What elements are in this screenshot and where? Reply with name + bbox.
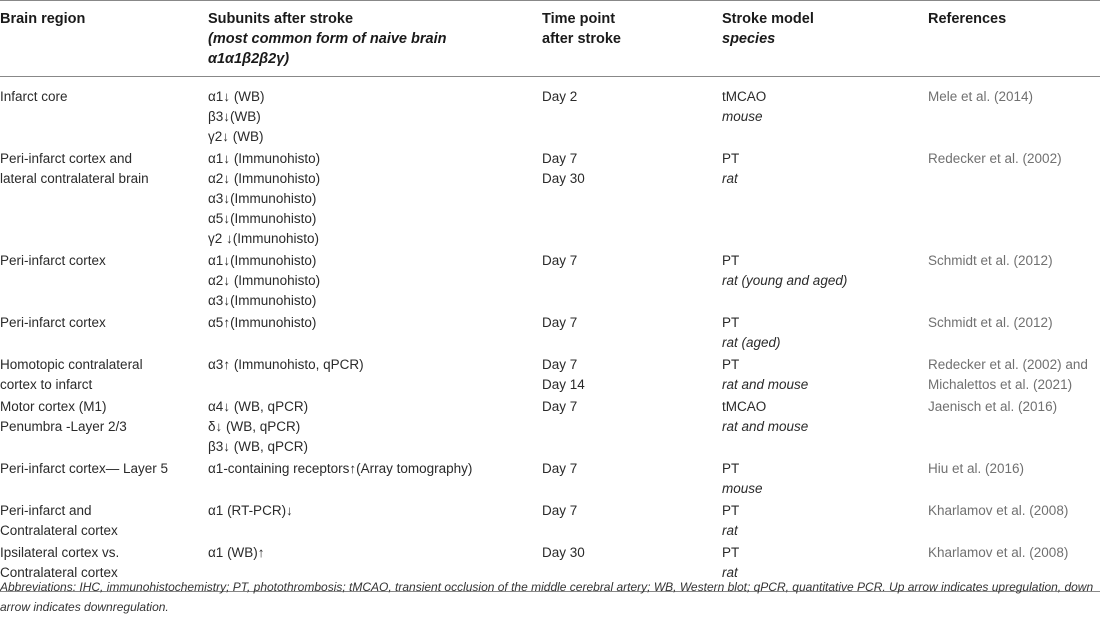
cell-subunits-text: α5↑(Immunohisto) — [208, 315, 317, 330]
cell-time-point-text: Day 2 — [542, 89, 578, 104]
cell-references-text: Schmidt et al. (2012) — [928, 315, 1053, 330]
cell-brain-region — [0, 149, 208, 251]
cell-stroke-model — [722, 77, 928, 150]
table-body — [0, 77, 1100, 592]
cell-references — [928, 149, 1100, 251]
cell-brain-region-text: Peri-infarct cortex — [0, 253, 106, 268]
cell-brain-region-text: Motor cortex (M1) — [0, 399, 107, 414]
cell-subunits — [208, 251, 542, 313]
cell-time-point — [542, 459, 722, 501]
cell-references-text: Mele et al. (2014) — [928, 89, 1034, 104]
cell-brain-region-text: Peri-infarct cortex and — [0, 151, 133, 166]
stroke-model-text: PT — [722, 315, 740, 330]
cell-brain-region — [0, 459, 208, 501]
cell-time-point — [542, 149, 722, 251]
cell-brain-region-text: Contralateral cortex — [0, 565, 118, 580]
cell-subunits-text: α2↓ (Immunohisto) — [208, 273, 321, 288]
header-time-point-line-1: Time point — [542, 11, 616, 27]
stroke-model-text: PT — [722, 503, 740, 518]
cell-references — [928, 459, 1100, 501]
header-time-point-line-2: after stroke — [542, 31, 621, 47]
stroke-model-text: PT — [722, 461, 740, 476]
stroke-model-text: tMCAO — [722, 89, 767, 104]
table-row — [0, 251, 1100, 313]
table-row — [0, 77, 1100, 150]
cell-references-text: Kharlamov et al. (2008) — [928, 545, 1069, 560]
cell-time-point-text: Day 7 — [542, 503, 578, 518]
cell-subunits-text: δ↓ (WB, qPCR) — [208, 419, 301, 434]
cell-references — [928, 501, 1100, 543]
cell-time-point-text: Day 7 — [542, 357, 578, 372]
cell-references — [928, 397, 1100, 459]
cell-brain-region — [0, 251, 208, 313]
cell-time-point — [542, 501, 722, 543]
cell-references-text: Hiu et al. (2016) — [928, 461, 1025, 476]
header-species-label: species — [722, 31, 776, 47]
cell-subunits-text: β3↓ (WB, qPCR) — [208, 439, 309, 454]
cell-time-point — [542, 397, 722, 459]
cell-time-point-text: Day 30 — [542, 545, 585, 560]
header-brain-region-label: Brain region — [0, 11, 86, 27]
species-text: mouse — [722, 109, 763, 124]
cell-time-point — [542, 313, 722, 355]
cell-subunits — [208, 77, 542, 150]
cell-time-point — [542, 251, 722, 313]
cell-stroke-model — [722, 149, 928, 251]
cell-brain-region-text: Contralateral cortex — [0, 523, 118, 538]
cell-references-text: Redecker et al. (2002) and — [928, 357, 1088, 372]
cell-stroke-model — [722, 313, 928, 355]
cell-brain-region-text: Peri-infarct and — [0, 503, 92, 518]
cell-subunits-text: α5↓(Immunohisto) — [208, 211, 317, 226]
cell-stroke-model — [722, 459, 928, 501]
stroke-model-text: PT — [722, 545, 740, 560]
header-references — [928, 1, 1100, 77]
cell-subunits-text: α3↓(Immunohisto) — [208, 191, 317, 206]
table-row — [0, 459, 1100, 501]
cell-stroke-model — [722, 355, 928, 397]
cell-subunits-text: α1↓(Immunohisto) — [208, 253, 317, 268]
cell-brain-region — [0, 313, 208, 355]
cell-brain-region-text: lateral contralateral brain — [0, 171, 149, 186]
cell-references-text: Schmidt et al. (2012) — [928, 253, 1053, 268]
cell-subunits-text: α1-containing receptors↑(Array tomography) — [208, 461, 473, 476]
stroke-model-text: PT — [722, 357, 740, 372]
table-header — [0, 1, 1100, 77]
cell-subunits-text: α1 (RT-PCR)↓ — [208, 503, 293, 518]
cell-brain-region-text: cortex to infarct — [0, 377, 93, 392]
cell-references-text: Michalettos et al. (2021) — [928, 377, 1073, 392]
species-text: rat (young and aged) — [722, 273, 848, 288]
cell-references — [928, 313, 1100, 355]
header-row — [0, 1, 1100, 77]
cell-subunits — [208, 149, 542, 251]
cell-time-point — [542, 77, 722, 150]
cell-subunits — [208, 501, 542, 543]
cell-references — [928, 251, 1100, 313]
header-references-label: References — [928, 11, 1007, 27]
cell-brain-region-text: Infarct core — [0, 89, 68, 104]
cell-time-point-text: Day 7 — [542, 399, 578, 414]
header-subunits — [208, 1, 542, 77]
cell-references — [928, 355, 1100, 397]
cell-subunits-text: α3↓(Immunohisto) — [208, 293, 317, 308]
header-stroke-model — [722, 1, 928, 77]
stroke-model-text: PT — [722, 151, 740, 166]
cell-brain-region — [0, 397, 208, 459]
table-row — [0, 501, 1100, 543]
cell-subunits-text: γ2 ↓(Immunohisto) — [208, 231, 320, 246]
cell-references-text: Redecker et al. (2002) — [928, 151, 1062, 166]
cell-subunits — [208, 459, 542, 501]
header-subunits-note-1: (most common form of naive brain — [208, 31, 447, 47]
species-text: rat (aged) — [722, 335, 781, 350]
header-time-point — [542, 1, 722, 77]
cell-subunits-text: α1↓ (Immunohisto) — [208, 151, 321, 166]
cell-brain-region-text: Ipsilateral cortex vs. — [0, 545, 120, 560]
cell-references-text: Kharlamov et al. (2008) — [928, 503, 1069, 518]
cell-subunits-text: α2↓ (Immunohisto) — [208, 171, 321, 186]
species-text: rat and mouse — [722, 419, 809, 434]
species-text: rat — [722, 565, 738, 580]
cell-subunits — [208, 397, 542, 459]
cell-subunits-text: β3↓(WB) — [208, 109, 261, 124]
species-text: rat — [722, 523, 738, 538]
table-row — [0, 149, 1100, 251]
cell-time-point-text: Day 7 — [542, 151, 578, 166]
cell-subunits-text: α3↑ (Immunohisto, qPCR) — [208, 357, 364, 372]
cell-brain-region — [0, 355, 208, 397]
stroke-model-text: tMCAO — [722, 399, 767, 414]
cell-references — [928, 77, 1100, 150]
cell-stroke-model — [722, 397, 928, 459]
cell-references-text: Jaenisch et al. (2016) — [928, 399, 1058, 414]
cell-subunits-text: α4↓ (WB, qPCR) — [208, 399, 309, 414]
species-text: rat — [722, 171, 738, 186]
cell-time-point — [542, 355, 722, 397]
species-text: rat and mouse — [722, 377, 809, 392]
cell-brain-region-text: Peri-infarct cortex — [0, 315, 106, 330]
cell-subunits-text: α1↓ (WB) — [208, 89, 265, 104]
header-subunits-label: Subunits after stroke — [208, 11, 354, 27]
species-text: mouse — [722, 481, 763, 496]
cell-time-point-text: Day 7 — [542, 253, 578, 268]
cell-time-point-text: Day 7 — [542, 315, 578, 330]
cell-time-point-text: Day 30 — [542, 171, 585, 186]
cell-brain-region-text: Peri-infarct cortex— Layer 5 — [0, 461, 169, 476]
cell-brain-region — [0, 77, 208, 150]
cell-stroke-model — [722, 501, 928, 543]
cell-time-point-text: Day 14 — [542, 377, 585, 392]
cell-brain-region-text: Penumbra -Layer 2/3 — [0, 419, 127, 434]
cell-stroke-model — [722, 251, 928, 313]
header-brain-region — [0, 1, 208, 77]
table-row — [0, 397, 1100, 459]
cell-subunits-text: α1 (WB)↑ — [208, 545, 265, 560]
cell-subunits — [208, 355, 542, 397]
cell-brain-region-text: Homotopic contralateral — [0, 357, 143, 372]
header-subunits-note-2: α1α1β2β2γ) — [208, 51, 290, 67]
cell-subunits — [208, 313, 542, 355]
table-row — [0, 355, 1100, 397]
table-row — [0, 313, 1100, 355]
header-stroke-model-label: Stroke model — [722, 11, 814, 27]
cell-time-point-text: Day 7 — [542, 461, 578, 476]
abbreviations-footnote: Abbreviations: IHC, immunohistochemistry; PT, photothrombosis; tMCAO, transient occlusion of the middle cerebral artery; WB, Western blot; qPCR, quantitative PCR. Up arrow indicates upregulation, down arrow indicates downregulation. — [0, 580, 1094, 614]
cell-subunits-text: γ2↓ (WB) — [208, 129, 264, 144]
cell-brain-region — [0, 501, 208, 543]
stroke-model-text: PT — [722, 253, 740, 268]
